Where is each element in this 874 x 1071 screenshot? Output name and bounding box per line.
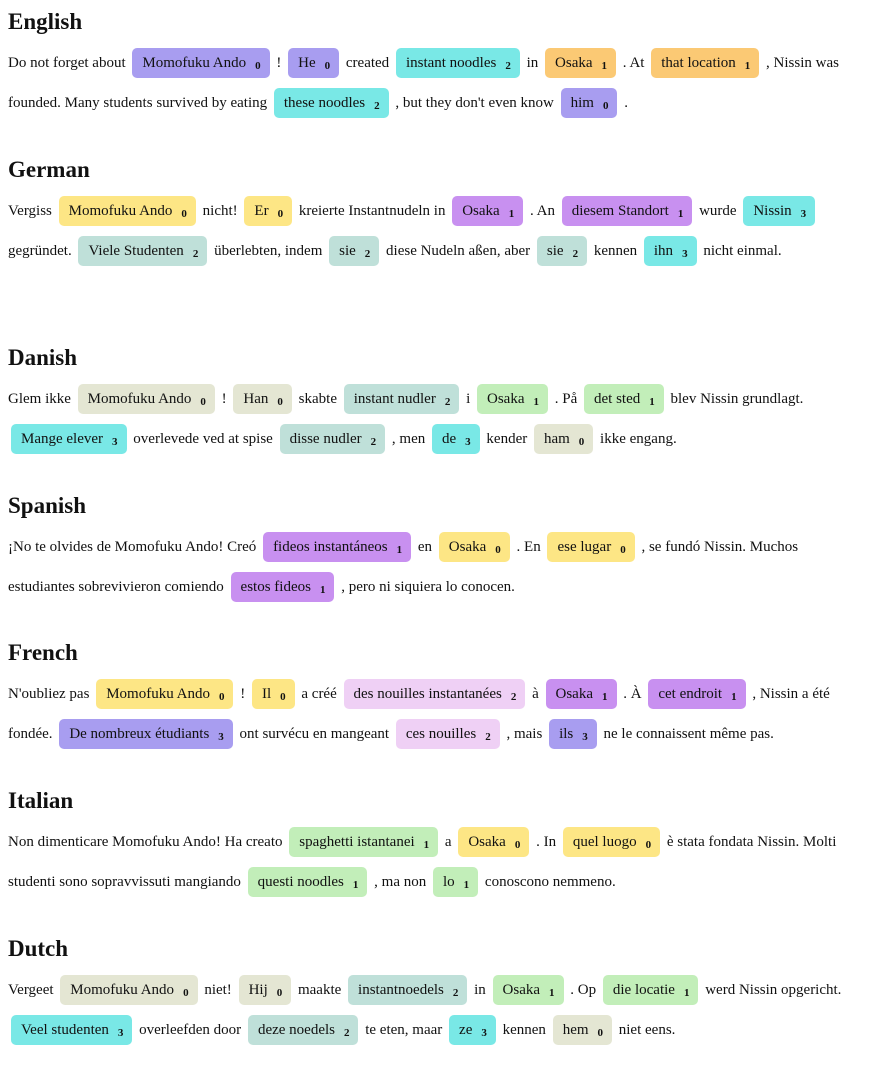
cluster-index: 3 xyxy=(800,207,807,220)
cluster-index: 3 xyxy=(218,730,224,743)
plain-text: kennen xyxy=(498,1022,550,1038)
entity-label: instant noodles xyxy=(405,54,497,71)
plain-text: maakte xyxy=(294,982,346,998)
entity-label: Osaka xyxy=(555,54,593,71)
plain-text: . At xyxy=(619,55,649,71)
plain-text: Do not forget about xyxy=(8,55,130,71)
entity-chip xyxy=(493,975,564,1005)
section-title: Spanish xyxy=(8,493,87,518)
entity-chip xyxy=(534,424,593,454)
entity-chip xyxy=(288,48,339,78)
cluster-index: 1 xyxy=(396,543,403,556)
section-spanish xyxy=(8,492,868,607)
entity-chip xyxy=(11,1015,132,1045)
entity-chip xyxy=(644,236,697,266)
entity-label: fideos instantáneos xyxy=(273,538,388,555)
entity-label: Osaka xyxy=(487,390,525,407)
plain-text: en xyxy=(414,539,436,555)
entity-label: him xyxy=(570,94,594,111)
section-title: Italian xyxy=(8,788,74,813)
cluster-index: 1 xyxy=(677,207,684,220)
cluster-index: 0 xyxy=(183,986,189,999)
cluster-index: 0 xyxy=(280,690,286,703)
plain-text: . En xyxy=(512,539,545,555)
entity-chip xyxy=(648,679,745,709)
plain-text: . In xyxy=(532,834,560,850)
entity-chip xyxy=(396,719,500,749)
cluster-index: 0 xyxy=(324,59,331,72)
cluster-index: 2 xyxy=(485,730,491,743)
plain-text: overleefden door xyxy=(135,1022,245,1038)
plain-text: Vergiss xyxy=(8,203,56,219)
entity-label: deze noedels xyxy=(257,1021,335,1038)
cluster-index: 0 xyxy=(620,543,626,556)
entity-chip xyxy=(743,196,815,226)
plain-text: blev Nissin grundlagt. xyxy=(666,391,804,407)
entity-label: lo xyxy=(442,873,455,890)
section-title: Danish xyxy=(8,345,78,370)
plain-text: . Op xyxy=(566,982,600,998)
cluster-index: 1 xyxy=(649,395,655,408)
plain-text: , Nissin was founded. Many students survived by eating xyxy=(8,55,839,111)
entity-chip xyxy=(11,424,127,454)
plain-text: , pero ni siquiera lo conocen. xyxy=(337,579,515,595)
entity-label: De nombreux étudiants xyxy=(69,725,210,742)
entity-label: Nissin xyxy=(753,202,792,219)
plain-text: . xyxy=(620,95,628,111)
entity-chip xyxy=(651,48,759,78)
cluster-index: 1 xyxy=(549,986,555,999)
entity-chip xyxy=(603,975,699,1005)
entity-label: sie xyxy=(546,242,564,259)
plain-text: nicht einmal. xyxy=(699,243,782,259)
section-dutch xyxy=(8,935,868,1050)
annotated-paragraph xyxy=(8,970,868,1050)
entity-chip xyxy=(458,827,529,857)
entity-label: Viele Studenten xyxy=(88,242,184,259)
entity-chip xyxy=(545,48,616,78)
plain-text: conoscono nemmeno. xyxy=(481,874,616,890)
entity-chip xyxy=(244,196,292,226)
entity-label: Momofuku Ando xyxy=(87,390,192,407)
entity-label: instantnoedels xyxy=(358,981,444,998)
entity-label: disse nudler xyxy=(289,430,362,447)
section-title: English xyxy=(8,9,83,34)
annotated-paragraph xyxy=(8,43,868,123)
plain-text: Vergeet xyxy=(8,982,58,998)
entity-label: Hij xyxy=(248,981,268,998)
cluster-index: 2 xyxy=(510,690,517,703)
cluster-index: 1 xyxy=(319,583,326,596)
entity-label: ihn xyxy=(653,242,674,259)
cluster-index: 2 xyxy=(374,99,380,112)
entity-chip xyxy=(553,1015,612,1045)
entity-label: Han xyxy=(243,390,269,407)
plain-text: niet! xyxy=(200,982,236,998)
cluster-index: 1 xyxy=(601,59,608,72)
cluster-index: 2 xyxy=(572,247,579,260)
plain-text: a xyxy=(441,834,456,850)
entity-label: Osaka xyxy=(462,202,500,219)
section-title: Dutch xyxy=(8,936,69,961)
entity-chip xyxy=(547,532,634,562)
entity-label: Il xyxy=(261,685,272,702)
entity-label: ils xyxy=(559,725,574,742)
entity-chip xyxy=(78,236,207,266)
plain-text: N'oubliez pas xyxy=(8,686,94,702)
cluster-index: 1 xyxy=(352,878,359,891)
cluster-index: 2 xyxy=(444,395,451,408)
entity-label: Osaka xyxy=(555,685,593,702)
entity-chip xyxy=(248,1015,359,1045)
plain-text: te eten, maar xyxy=(361,1022,447,1038)
plain-text: à xyxy=(528,686,543,702)
entity-chip xyxy=(584,384,664,414)
plain-text: kennen xyxy=(590,243,641,259)
plain-text: ! xyxy=(217,391,231,407)
plain-text: Non dimenticare Momofuku Ando! Ha creato xyxy=(8,834,287,850)
plain-text: gegründet. xyxy=(8,243,76,259)
plain-text: nicht! xyxy=(198,203,242,219)
entity-chip xyxy=(59,196,196,226)
entity-label: instant nudler xyxy=(353,390,436,407)
entity-chip xyxy=(252,679,295,709)
cluster-index: 1 xyxy=(602,690,608,703)
plain-text: , se fundó Nissin. Muchos estudiantes sobrevivieron comiendo xyxy=(8,539,799,595)
entity-chip xyxy=(233,384,292,414)
annotated-paragraph xyxy=(8,674,868,754)
cluster-index: 0 xyxy=(495,543,501,556)
plain-text: ne le connaissent même pas. xyxy=(599,726,774,742)
cluster-index: 2 xyxy=(452,986,459,999)
cluster-index: 0 xyxy=(276,986,283,999)
cluster-index: 3 xyxy=(465,435,471,448)
plain-text: . À xyxy=(619,686,646,702)
plain-text: überlebten, indem xyxy=(210,243,327,259)
plain-text: . På xyxy=(551,391,581,407)
section-german xyxy=(8,156,868,271)
plain-text: , Nissin a été fondée. xyxy=(8,686,830,742)
entity-label: Osaka xyxy=(502,981,541,998)
section-italian xyxy=(8,787,868,902)
entity-chip xyxy=(563,827,660,857)
annotated-paragraph xyxy=(8,527,868,607)
plain-text: in xyxy=(522,55,543,71)
entity-chip xyxy=(96,679,233,709)
entity-label: Momofuku Ando xyxy=(70,981,175,998)
section-english xyxy=(8,8,868,123)
plain-text: . An xyxy=(526,203,559,219)
plain-text: ikke engang. xyxy=(596,431,677,447)
cluster-index: 3 xyxy=(582,730,588,743)
entity-chip xyxy=(263,532,411,562)
entity-chip xyxy=(396,48,520,78)
entity-chip xyxy=(280,424,386,454)
plain-text: , mais xyxy=(502,726,547,742)
cluster-index: 0 xyxy=(578,435,585,448)
cluster-index: 0 xyxy=(218,690,225,703)
annotated-paragraph xyxy=(8,191,868,271)
plain-text: kreierte Instantnudeln in xyxy=(295,203,450,219)
entity-label: cet endroit xyxy=(658,685,723,702)
section-danish xyxy=(8,344,868,459)
entity-label: Mange elever xyxy=(21,430,104,447)
entity-chip xyxy=(231,572,335,602)
plain-text: created xyxy=(342,55,393,71)
cluster-index: 0 xyxy=(181,207,187,220)
annotated-paragraph xyxy=(8,822,868,902)
entity-label: that location xyxy=(661,54,736,71)
entity-label: ham xyxy=(543,430,570,447)
plain-text: diese Nudeln aßen, aber xyxy=(382,243,534,259)
plain-text: niet eens. xyxy=(615,1022,676,1038)
entity-label: He xyxy=(298,54,316,71)
entity-label: de xyxy=(441,430,457,447)
entity-label: sie xyxy=(339,242,356,259)
cluster-index: 1 xyxy=(683,986,690,999)
cluster-index: 0 xyxy=(277,207,284,220)
entity-chip xyxy=(248,867,368,897)
entity-label: Er xyxy=(254,202,269,219)
entity-chip xyxy=(344,384,460,414)
entity-label: Momofuku Ando xyxy=(68,202,173,219)
cluster-index: 2 xyxy=(505,59,511,72)
entity-chip xyxy=(289,827,438,857)
entity-label: spaghetti istantanei xyxy=(299,833,415,850)
cluster-index: 0 xyxy=(514,838,521,851)
cluster-index: 0 xyxy=(277,395,283,408)
entity-chip xyxy=(452,196,523,226)
entity-label: die locatie xyxy=(612,981,675,998)
cluster-index: 2 xyxy=(192,247,199,260)
cluster-index: 0 xyxy=(597,1026,604,1039)
section-french xyxy=(8,639,868,754)
annotated-paragraph xyxy=(8,379,868,459)
entity-chip xyxy=(59,719,232,749)
entity-chip xyxy=(344,679,526,709)
entity-label: these noodles xyxy=(283,94,366,111)
entity-chip xyxy=(562,196,693,226)
entity-chip xyxy=(477,384,548,414)
entity-label: Veel studenten xyxy=(21,1021,109,1038)
cluster-index: 0 xyxy=(200,395,206,408)
entity-chip xyxy=(537,236,587,266)
section-title: French xyxy=(8,640,78,665)
entity-label: questi noodles xyxy=(257,873,344,890)
cluster-index: 3 xyxy=(117,1026,124,1039)
entity-label: diesem Standort xyxy=(571,202,669,219)
entity-label: Osaka xyxy=(468,833,506,850)
entity-chip xyxy=(348,975,467,1005)
entity-chip xyxy=(549,719,597,749)
entity-chip xyxy=(546,679,617,709)
entity-chip xyxy=(433,867,478,897)
plain-text: , men xyxy=(388,431,429,447)
entity-label: hem xyxy=(562,1021,589,1038)
plain-text: , but they don't even know xyxy=(391,95,558,111)
plain-text: ont survécu en mangeant xyxy=(235,726,393,742)
plain-text: ! xyxy=(236,686,249,702)
entity-label: ze xyxy=(459,1021,473,1038)
cluster-index: 1 xyxy=(423,838,430,851)
entity-label: ces nouilles xyxy=(405,725,477,742)
cluster-index: 2 xyxy=(343,1026,350,1039)
cluster-index: 1 xyxy=(744,59,751,72)
plain-text: , ma non xyxy=(370,874,430,890)
cluster-index: 1 xyxy=(533,395,539,408)
cluster-index: 1 xyxy=(508,207,515,220)
entity-label: des nouilles instantanées xyxy=(353,685,502,702)
cluster-index: 1 xyxy=(731,690,737,703)
entity-chip xyxy=(432,424,480,454)
plain-text: in xyxy=(470,982,490,998)
entity-chip xyxy=(274,88,389,118)
cluster-index: 0 xyxy=(255,59,261,72)
entity-label: Momofuku Ando xyxy=(142,54,247,71)
entity-chip xyxy=(132,48,269,78)
plain-text: ! xyxy=(272,55,286,71)
entity-label: Momofuku Ando xyxy=(106,685,210,702)
plain-text: è stata fondata Nissin. Molti studenti sono sopravvissuti mangiando xyxy=(8,834,837,890)
entity-label: quel luogo xyxy=(572,833,637,850)
entity-label: estos fideos xyxy=(240,578,311,595)
plain-text: werd Nissin opgericht. xyxy=(701,982,842,998)
entity-chip xyxy=(561,88,618,118)
entity-label: Osaka xyxy=(448,538,487,555)
plain-text: overlevede ved at spise xyxy=(129,431,277,447)
plain-text: wurde xyxy=(695,203,741,219)
entity-chip xyxy=(78,384,215,414)
cluster-index: 3 xyxy=(112,435,118,448)
cluster-index: 2 xyxy=(370,435,377,448)
cluster-index: 1 xyxy=(463,878,470,891)
entity-chip xyxy=(439,532,510,562)
plain-text: ¡No te olvides de Momofuku Ando! Creó xyxy=(8,539,261,555)
plain-text: Glem ikke xyxy=(8,391,75,407)
cluster-index: 3 xyxy=(682,247,688,260)
plain-text: skabte xyxy=(294,391,341,407)
entity-chip xyxy=(329,236,379,266)
entity-label: ese lugar xyxy=(557,538,612,555)
plain-text: kender xyxy=(482,431,531,447)
entity-chip xyxy=(239,975,292,1005)
entity-chip xyxy=(60,975,197,1005)
plain-text: a créé xyxy=(297,686,341,702)
cluster-index: 0 xyxy=(645,838,652,851)
section-title: German xyxy=(8,157,90,182)
entity-label: det sted xyxy=(594,390,641,407)
entity-chip xyxy=(449,1015,496,1045)
cluster-index: 0 xyxy=(602,99,609,112)
cluster-index: 2 xyxy=(364,247,371,260)
plain-text: i xyxy=(462,391,474,407)
cluster-index: 3 xyxy=(481,1026,487,1039)
